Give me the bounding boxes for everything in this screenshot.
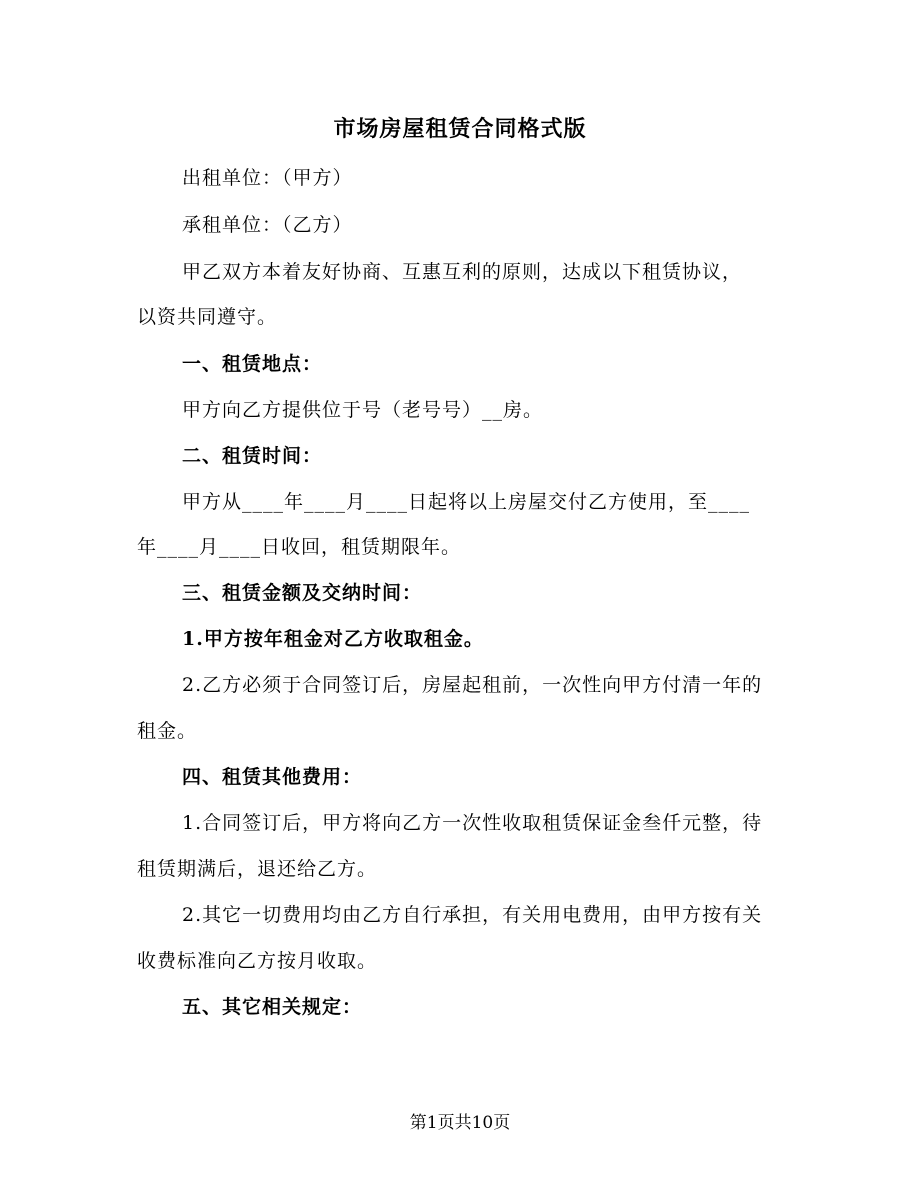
section-heading-4: 四、租赁其他费用： [182,766,363,788]
section-4-item-2-line-1: 2.其它一切费用均由乙方自行承担，有关用电费用，由甲方按有关 [182,904,763,926]
document-title: 市场房屋租赁合同格式版 [333,116,587,142]
preamble-line-2: 以资共同遵守。 [137,306,278,328]
section-3-item-1: 1.甲方按年租金对乙方收取租金。 [182,628,484,650]
section-2-text-line-1: 甲方从____年____月____日起将以上房屋交付乙方使用，至____ [182,491,751,513]
section-3-item-2-line-2: 租金。 [137,720,198,742]
section-4-item-1-line-2: 租赁期满后，退还给乙方。 [137,858,378,880]
lessor-line: 出租单位：（甲方） [182,167,353,189]
preamble-line-1: 甲乙双方本着友好协商、互惠互利的原则，达成以下租赁协议， [182,261,743,283]
section-1-text: 甲方向乙方提供位于号（老号号）__房。 [182,399,544,421]
section-4-item-1-line-1: 1.合同签订后，甲方将向乙方一次性收取租赁保证金叁仟元整，待 [182,812,763,834]
lessee-line: 承租单位：（乙方） [182,214,353,236]
section-4-item-2-line-2: 收费标准向乙方按月收取。 [137,950,378,972]
page-number: 第1页共10页 [409,1113,511,1133]
section-heading-5: 五、其它相关规定： [182,996,363,1018]
section-heading-1: 一、租赁地点： [182,353,323,375]
section-heading-2: 二、租赁时间： [182,445,323,467]
section-3-item-2-line-1: 2.乙方必须于合同签订后，房屋起租前，一次性向甲方付清一年的 [182,674,763,696]
section-heading-3: 三、租赁金额及交纳时间： [182,582,423,604]
section-2-text-line-2: 年____月____日收回，租赁期限年。 [137,536,462,558]
